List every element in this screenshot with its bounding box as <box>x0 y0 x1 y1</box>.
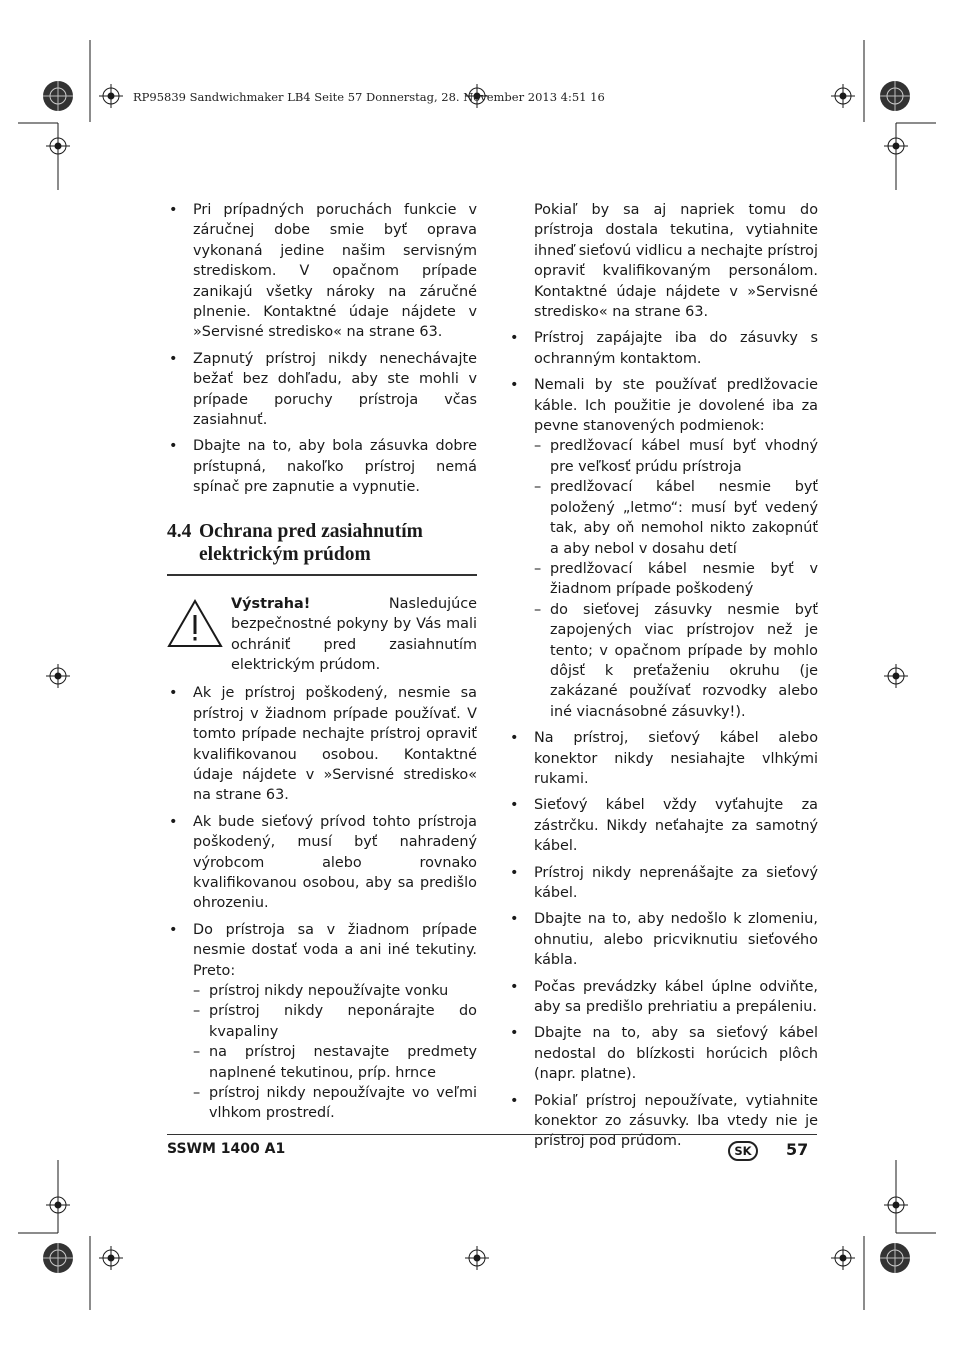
footer-divider <box>167 1134 817 1135</box>
section-title-line1: Ochrana pred zasiahnutím <box>199 520 423 542</box>
continuation-paragraph: Pokiaľ by sa aj napriek tomu do prístroja dostala tekutina, vytiahnite ihneď sieťovú vidlicu a nechajte prístroj opraviť kvalifikovaným personálom. Kontaktné údaje nájdete v »Servisné stredisko« na strane 63. <box>534 202 818 321</box>
registration-crosshair-icon <box>884 134 908 158</box>
color-target-top-left-icon <box>43 81 73 111</box>
list-item: • Prístroj zapájajte iba do zásuvky s ochranným kontaktom. <box>508 328 818 369</box>
list-item <box>167 920 477 1124</box>
registration-crosshair-icon <box>884 664 908 688</box>
list-item: • Pokiaľ prístroj nepoužívate, vytiahnite konektor zo zásuvky. Iba vtedy nie je prístroj pod prúdom. <box>508 1091 818 1152</box>
registration-crosshair-icon <box>884 1193 908 1217</box>
list-item: • Dbajte na to, aby sa sieťový kábel nedostal do blízkosti horúcich plôch (napr. platne). <box>508 1023 818 1084</box>
sub-list-item: – prístroj nikdy neponárajte do kvapaliny <box>193 1001 477 1042</box>
list-item: • Zapnutý prístroj nikdy nenechávajte bežať bez dohľadu, aby ste mohli v prípade poruchy prístroja včas zasiahnuť. <box>167 349 477 431</box>
list-item-text: • Do prístroja sa v žiadnom prípade nesmie dostať voda a ani iné tekutiny. Preto: <box>193 921 477 979</box>
list-item: • Prístroj nikdy neprenášajte za sieťový kábel. <box>508 863 818 904</box>
sub-list-item: – prístroj nikdy nepoužívajte vonku <box>193 981 477 1001</box>
warning-body: Nasledujúce bezpečnostné pokyny by Vás mali ochrániť pred zasiahnutím elektrickým prúdom. <box>231 595 477 673</box>
sub-list-item: – predlžovací kábel musí byť vhodný pre veľkosť prúdu prístroja <box>534 436 818 477</box>
list-item: • Dbajte na to, aby nedošlo k zlomeniu, ohnutiu, alebo pricviknutiu sieťového kábla. <box>508 909 818 970</box>
language-badge: SK <box>728 1141 758 1161</box>
color-target-bottom-left-icon <box>43 1243 73 1273</box>
sub-list-item: – na prístroj nestavajte predmety naplnené tekutinou, príp. hrnce <box>193 1042 477 1083</box>
list-item <box>508 375 818 722</box>
registration-crosshair-icon <box>99 84 123 108</box>
right-column <box>508 200 818 1158</box>
warning-label: Výstraha! <box>231 595 311 612</box>
warning-triangle-icon <box>167 598 223 648</box>
list-item: • Ak bude sieťový prívod tohto prístroja poškodený, musí byť nahradený výrobcom alebo rovnako kvalifikovanou osobou, aby sa predišlo ohrozeniu. <box>167 812 477 914</box>
sub-list-item: – prístroj nikdy nepoužívajte vo veľmi vlhkom prostredí. <box>193 1083 477 1124</box>
print-header: RP95839 Sandwichmaker LB4 Seite 57 Donnerstag, 28. November 2013 4:51 16 <box>133 90 605 104</box>
sub-list-item: – do sieťovej zásuvky nesmie byť zapojených viac prístrojov než je tento; v opačnom prípade by mohlo dôjsť k preťaženiu okruhu (je zakázané používať rozvodky alebo iné viacnásobné zásuvky!). <box>534 600 818 722</box>
section-heading <box>167 520 477 576</box>
footer-model: SSWM 1400 A1 <box>167 1141 286 1157</box>
list-item: • Pri prípadných poruchách funkcie v záručnej dobe smie byť oprava vykonaná jedine našim servisným strediskom. V opačnom prípade zanikajú všetky nároky na záručné plnenie. Kontaktné údaje nájdete v »Servisné stredisko« na strane 63. <box>167 200 477 343</box>
registration-crosshair-icon <box>46 134 70 158</box>
color-target-bottom-right-icon <box>880 1243 910 1273</box>
list-item: • Dbajte na to, aby bola zásuvka dobre prístupná, nakoľko prístroj nemá spínač pre zapnutie a vypnutie. <box>167 436 477 497</box>
sub-list-item: – predlžovací kábel nesmie byť v žiadnom prípade poškodený <box>534 559 818 600</box>
page-number: 57 <box>786 1140 809 1159</box>
registration-crosshair-icon <box>465 1246 489 1270</box>
list-item: • Sieťový kábel vždy vyťahujte za zástrčku. Nikdy neťahajte za samotný kábel. <box>508 795 818 856</box>
section-number: 4.4 <box>167 520 192 542</box>
warning-text <box>231 594 477 676</box>
list-item: • Na prístroj, sieťový kábel alebo konektor nikdy nesiahajte vlhkými rukami. <box>508 728 818 789</box>
section-title-line2: elektrickým prúdom <box>199 543 371 565</box>
registration-crosshair-icon <box>46 1193 70 1217</box>
registration-crosshair-icon <box>831 1246 855 1270</box>
sub-list-item: – predlžovací kábel nesmie byť položený „letmo“: musí byť vedený tak, aby oň nemohol nikto zakopnúť a aby nebol v dosahu detí <box>534 477 818 559</box>
registration-crosshair-icon <box>99 1246 123 1270</box>
list-item: • Ak je prístroj poškodený, nesmie sa prístroj v žiadnom prípade používať. V tomto prípade nechajte prístroj opraviť kvalifikovanou osobou. Kontaktné údaje nájdete v »Servisné stredisko« na strane 63. <box>167 683 477 805</box>
registration-crosshair-icon <box>831 84 855 108</box>
color-target-top-right-icon <box>880 81 910 111</box>
sub-list <box>193 981 477 1124</box>
registration-crosshair-icon <box>46 664 70 688</box>
sub-list <box>534 436 818 722</box>
list-item-text: • Nemali by ste používať predlžovacie káble. Ich použitie je dovolené iba za pevne stanovených podmienok: <box>534 377 818 435</box>
list-item: • Počas prevádzky kábel úplne odviňte, aby sa predišlo prehriatiu a prepáleniu. <box>508 977 818 1018</box>
left-column <box>167 200 477 1130</box>
warning-box <box>167 594 477 676</box>
